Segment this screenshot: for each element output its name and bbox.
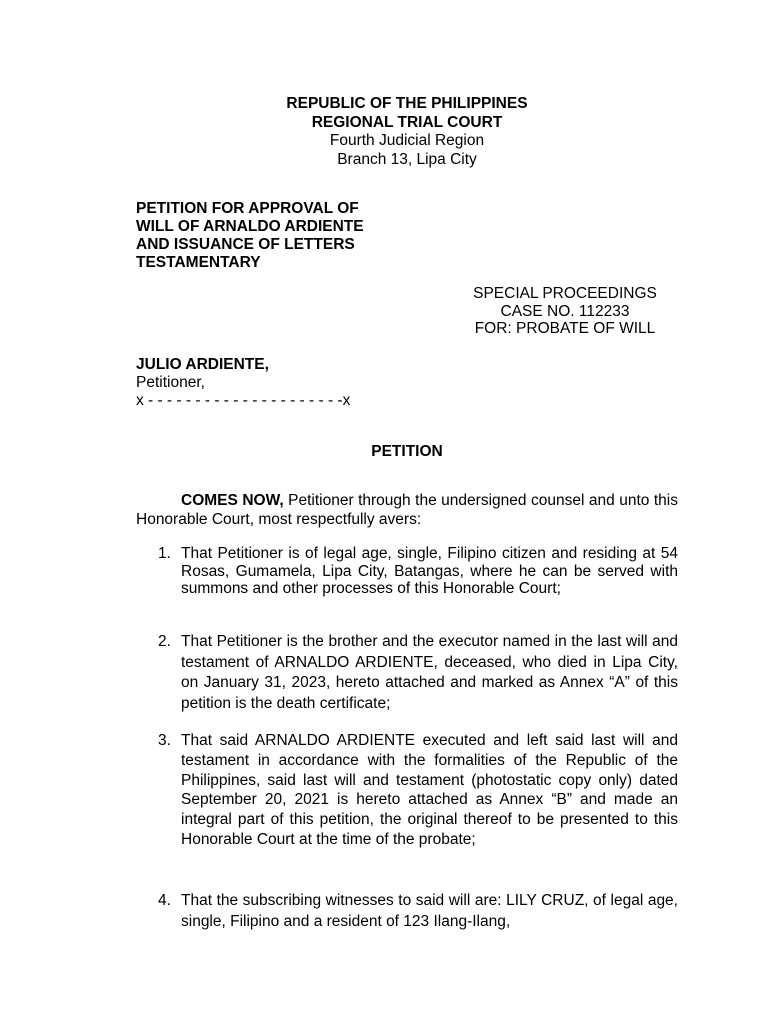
list-item-text: That Petitioner is the brother and the executor named in the last will and testament of ARNALDO ARDIENTE, deceased, who died in Lipa City, on January 31, 2023, hereto attached and marked as Annex “A” of this petition is the death certificate; (181, 633, 678, 712)
list-item-text: That the subscribing witnesses to said will are: LILY CRUZ, of legal age, single, Filipino and a resident of 123 Ilang-Ilang, (181, 892, 678, 930)
list-item (158, 731, 678, 850)
caption-separator: x - - - - - - - - - - - - - - - - - - - - -x (136, 392, 351, 409)
intro-text: Petitioner through the undersigned counsel and unto this Honorable Court, most respectfully avers: (136, 492, 678, 528)
case-purpose: FOR: PROBATE OF WILL (474, 320, 656, 337)
case-title-line: AND ISSUANCE OF LETTERS (136, 236, 355, 253)
case-title-line: PETITION FOR APPROVAL OF (136, 200, 359, 217)
list-item (158, 632, 678, 714)
header-branch: Branch 13, Lipa City (337, 150, 477, 168)
list-item (158, 545, 678, 598)
court-header (0, 95, 768, 169)
list-item-number: 4. (158, 892, 171, 909)
case-title (136, 200, 364, 272)
list-item-text: That Petitioner is of legal age, single, Filipino citizen and residing at 54 Rosas, Gumamela, Lipa City, Batangas, where he can be served with summons and other processes of this Honorable Court; (181, 545, 678, 597)
case-number: CASE NO. 112233 (500, 302, 630, 320)
petitioner-role: Petitioner, (136, 374, 205, 391)
list-item-text: That said ARNALDO ARDIENTE executed and left said last will and testament in accordance with the formalities of the Republic of the Philippines, said last will and testament (photostatic copy only) dated September 20, 2021 is hereto attached as Annex “B” and made an integral part of this petition, the original thereof to be presented to this Honorable Court at the time of the probate; (181, 732, 678, 848)
parties-block (136, 356, 350, 410)
list-item (158, 891, 678, 932)
case-title-line: TESTAMENTARY (136, 254, 261, 271)
list-item-number: 2. (158, 633, 171, 650)
intro-lead: COMES NOW, (181, 492, 284, 509)
intro-paragraph (136, 491, 678, 529)
header-republic: REPUBLIC OF THE PHILIPPINES (286, 95, 528, 112)
header-court: REGIONAL TRIAL COURT (311, 113, 503, 131)
case-type: SPECIAL PROCEEDINGS (473, 285, 657, 302)
petitioner-name: JULIO ARDIENTE, (136, 356, 269, 373)
document-heading: PETITION (371, 443, 443, 460)
case-number-block (440, 285, 690, 338)
case-title-line: WILL OF ARNALDO ARDIENTE (136, 218, 364, 235)
list-item-number: 3. (158, 732, 171, 749)
header-region: Fourth Judicial Region (329, 132, 485, 149)
list-item-number: 1. (158, 545, 171, 562)
